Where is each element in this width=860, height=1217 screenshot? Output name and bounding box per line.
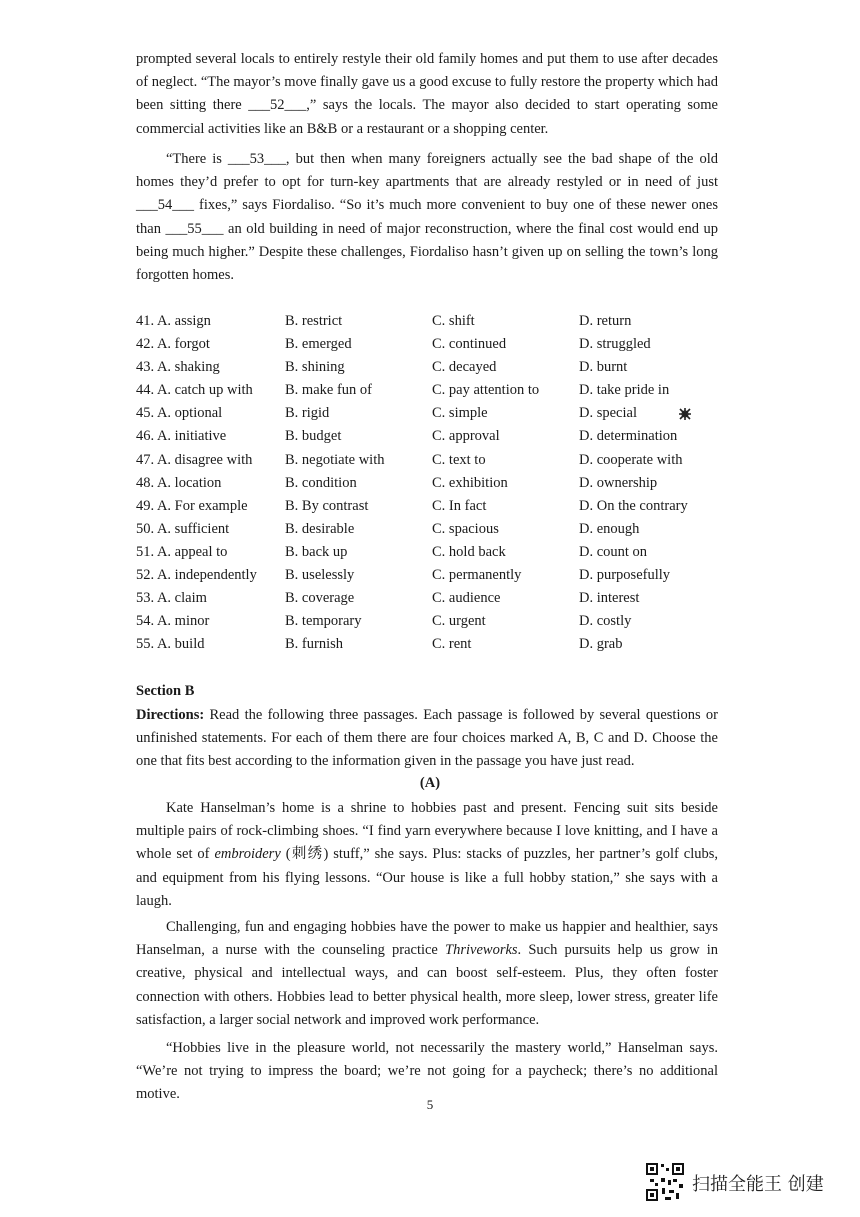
option-row [136,449,736,472]
option-d: D. purposefully [579,567,671,584]
option-d: D. return [579,313,632,329]
option-row [136,587,736,610]
option-a: 45. A. optional [136,405,223,422]
passage-a-p1-text: Kate Hanselman’s home is a shrine to hobbies past and present. Fencing suit sits beside multiple pairs of rock-climbing shoes. “I find yarn everywhere because I love knitting, and I have a whole set of [136,800,718,863]
option-d: D. struggled [579,336,651,353]
passage-a-p2-text: Challenging, fun and engaging hobbies have the power to make us happier and healthier, says Hanselman, a nurse with the counseling practice [136,919,718,959]
passage-a-paragraph-2 [136,916,718,1032]
option-c: C. urgent [432,613,486,630]
option-d: D. take pride in [579,382,670,399]
option-d: D. interest [579,590,640,607]
option-b: B. uselessly [285,567,355,584]
option-d: D. determination [579,428,678,445]
option-b: B. restrict [285,313,343,329]
option-c: C. continued [432,336,507,353]
option-c: C. simple [432,405,488,422]
directions-paragraph [136,704,718,774]
option-c: C. permanently [432,567,522,584]
option-d: D. enough [579,520,640,537]
option-d: D. On the contrary [579,497,688,514]
option-d: D. ownership [579,474,658,491]
option-a: 42. A. forgot [136,336,210,353]
section-title: Section B [136,683,195,699]
ink-mark-icon [676,405,694,423]
embroidery-term: embroidery [214,846,281,863]
option-row [136,564,736,587]
option-b: B. desirable [285,520,355,537]
option-row [136,633,736,656]
thriveworks-term: Thriveworks [445,942,518,959]
option-row [136,333,736,356]
passage-paragraph-1: prompted several locals to entirely restyle their old family homes and put them to use after decades of neglect. “The mayor’s move finally gave us a good excuse to fully restore the property which had been sitting there ___52___,” says the locals. The mayor also decided to start operating some commercial activities like an B&B or a restaurant or a shopping center. [136,51,718,137]
option-b: B. budget [285,428,342,445]
option-a: 41. A. assign [136,313,211,329]
option-a: 53. A. claim [136,590,207,607]
option-a: 46. A. initiative [136,428,227,445]
option-row [136,425,736,448]
option-c: C. In fact [432,497,487,514]
option-row [136,472,736,495]
option-b: B. condition [285,474,357,491]
option-b: B. coverage [285,590,355,607]
option-row [136,402,736,425]
option-c: C. pay attention to [432,382,540,399]
scanner-brand-label: 扫描全能王 创建 [692,1174,824,1195]
option-c: C. text to [432,451,486,468]
passage-label: (A) [419,775,441,791]
option-row [136,541,736,564]
option-a: 43. A. shaking [136,359,220,376]
option-a: 51. A. appeal to [136,543,228,560]
option-a: 44. A. catch up with [136,382,253,399]
option-c: C. exhibition [432,474,508,491]
option-b: B. temporary [285,613,362,630]
option-row [136,356,736,379]
option-b: B. furnish [285,636,343,653]
option-row [136,610,736,633]
directions-text: Read the following three passages. Each passage is followed by several questions or unfinished statements. For each of them there are four choices marked A, B, C and D. Choose the one that fits best according to the information given in the passage you have just read. [136,707,718,770]
option-d: D. special [579,405,637,422]
passage-a-p1-text-end: (刺绣) stuff,” she says. Plus: stacks of puzzles, her partner’s golf clubs, and equipment from his flying lessons. “Our house is like a full hobby station,” she says with a laugh. [136,846,718,909]
option-row [136,495,736,518]
option-row [136,310,736,333]
option-d: D. grab [579,636,623,653]
option-d: D. burnt [579,359,628,376]
option-b: B. negotiate with [285,451,385,468]
option-row [136,379,736,402]
option-c: C. shift [432,313,475,329]
option-c: C. audience [432,590,501,607]
option-c: C. decayed [432,359,497,376]
option-b: B. By contrast [285,497,369,514]
option-a: 54. A. minor [136,613,210,630]
option-b: B. shining [285,359,345,376]
option-d: D. costly [579,613,632,630]
option-c: C. spacious [432,520,499,537]
page-number: 5 [426,1097,434,1112]
option-c: C. approval [432,428,500,445]
option-b: B. back up [285,543,348,560]
option-d: D. cooperate with [579,451,683,468]
option-c: C. hold back [432,543,506,560]
option-b: B. make fun of [285,382,372,399]
option-b: B. rigid [285,405,330,422]
cloze-options-table [136,310,736,656]
option-b: B. emerged [285,336,352,353]
option-a: 55. A. build [136,636,205,653]
option-c: C. rent [432,636,472,653]
option-row [136,518,736,541]
passage-a-paragraph-1 [136,797,718,913]
option-a: 48. A. location [136,474,222,491]
passage-a-p2-text-end: . Such pursuits help us grow in creative, physical and intellectual ways, and can boost self-esteem. Plus, they often foster connection with others. Hobbies lead to better physical health, more sleep, lower stress, greater life satisfaction, a larger social network and improved work performance. [136,942,719,1028]
option-a: 50. A. sufficient [136,520,230,537]
directions-label: Directions: [136,707,205,723]
option-a: 52. A. independently [136,567,257,584]
option-d: D. count on [579,543,648,560]
qr-code-icon [645,1162,685,1202]
option-a: 49. A. For example [136,497,248,514]
option-a: 47. A. disagree with [136,451,253,468]
passage-paragraph-2: “There is ___53___, but then when many foreigners actually see the bad shape of the old homes they’d prefer to opt for turn-key apartments that are already restyled or in need of just ___54___ fixes,” says Fiordaliso. “So it’s much more convenient to buy one of these newer ones than ___55___ an old building in need of major reconstruction, where the final cost would end up being much higher.” Despite these challenges, Fiordaliso hasn’t given up on selling the town’s long forgotten homes. [136,151,718,284]
passage-a-paragraph-3: “Hobbies live in the pleasure world, not necessarily the mastery world,” Hanselman says. “We’re not trying to impress the board; we’re not going for a paycheck; there’s no additional motive. [136,1040,718,1103]
